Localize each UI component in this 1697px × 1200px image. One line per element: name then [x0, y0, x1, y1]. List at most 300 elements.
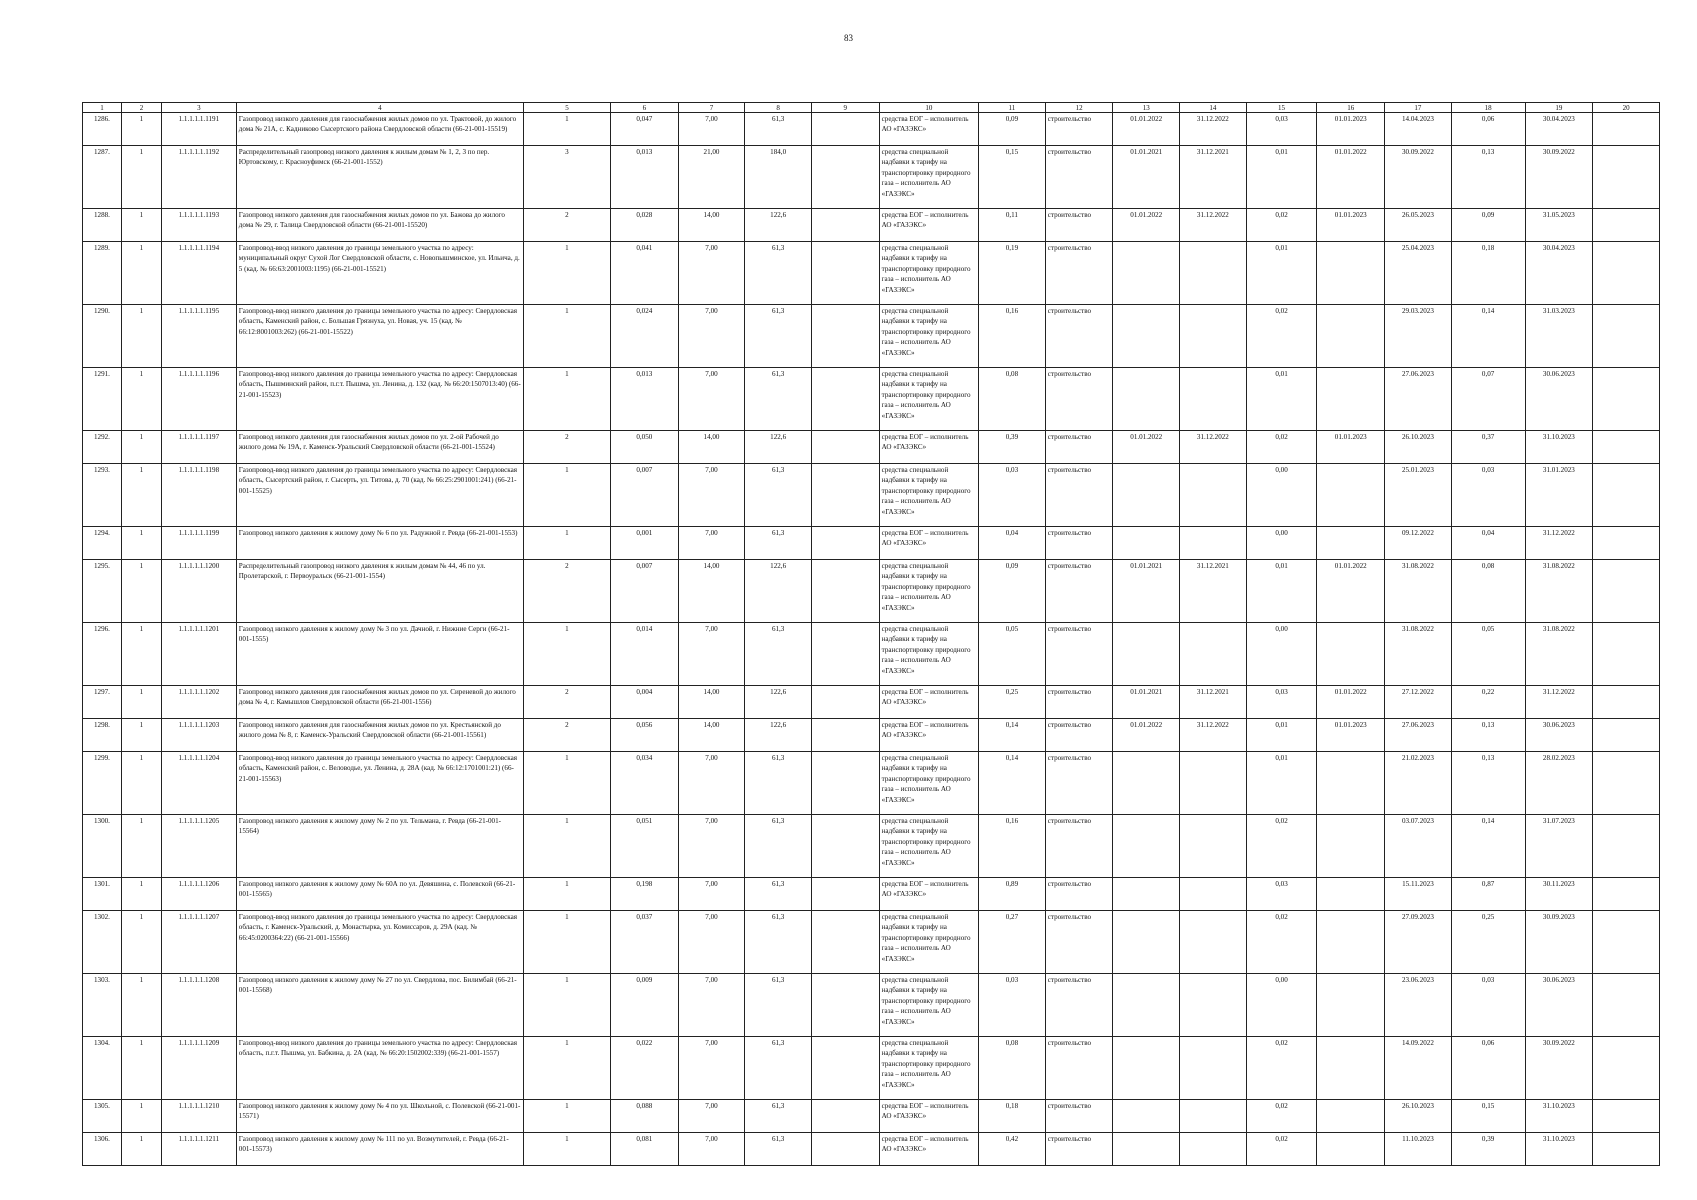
table-row [83, 878, 1660, 911]
col-19-date: 31.01.2023 [1525, 464, 1593, 527]
col-16-date [1317, 1100, 1385, 1133]
col-19-date: 30.09.2022 [1525, 146, 1593, 209]
col-19-date: 31.12.2022 [1525, 527, 1593, 560]
work-type: строительство [1045, 911, 1113, 974]
object-code: 1.1.1.1.1.1206 [161, 878, 236, 911]
row-number: 1296. [83, 623, 122, 686]
col-9-value [811, 527, 879, 560]
table-row [83, 242, 1660, 305]
funding-source: средства специальной надбавки к тарифу на транспортировку природного газа – исполнитель АО «ГАЗЭКС» [879, 305, 978, 368]
end-date [1180, 752, 1247, 815]
object-name: Газопровод-ввод низкого давления до границы земельного участка по адресу: Свердловская область, Пышминский район, п.г.т. Пышма, ул. Ленина, д. 132 (кад. № 66:20:1507013:40) (66-21-001-15523) [236, 368, 523, 431]
col-7-value: 14,00 [678, 431, 745, 464]
table-row [83, 1133, 1660, 1166]
end-date [1180, 527, 1247, 560]
col-11-value: 0,25 [979, 686, 1046, 719]
col-20-value [1593, 686, 1660, 719]
col-5-value: 2 [523, 431, 610, 464]
col-9-value [811, 752, 879, 815]
end-date: 31.12.2022 [1180, 719, 1247, 752]
col-17-date: 26.10.2023 [1385, 431, 1452, 464]
work-type: строительство [1045, 1037, 1113, 1100]
funding-source: средства ЕОГ – исполнитель АО «ГАЗЭКС» [879, 209, 978, 242]
object-code: 1.1.1.1.1.1196 [161, 368, 236, 431]
col-header: 6 [611, 103, 679, 113]
col-15-value: 0,03 [1246, 878, 1317, 911]
object-code: 1.1.1.1.1.1203 [161, 719, 236, 752]
col-2-value: 1 [121, 113, 161, 146]
col-9-value [811, 878, 879, 911]
end-date [1180, 623, 1247, 686]
work-type: строительство [1045, 815, 1113, 878]
col-8-value: 61,3 [745, 464, 812, 527]
col-19-date: 30.06.2023 [1525, 974, 1593, 1037]
funding-source: средства ЕОГ – исполнитель АО «ГАЗЭКС» [879, 113, 978, 146]
col-17-date: 09.12.2022 [1385, 527, 1452, 560]
col-16-date [1317, 752, 1385, 815]
col-7-value: 7,00 [678, 305, 745, 368]
col-6-value: 0,081 [611, 1133, 679, 1166]
col-2-value: 1 [121, 242, 161, 305]
start-date: 01.01.2022 [1113, 113, 1180, 146]
col-15-value: 0,01 [1246, 242, 1317, 305]
row-number: 1289. [83, 242, 122, 305]
object-code: 1.1.1.1.1.1192 [161, 146, 236, 209]
col-2-value: 1 [121, 527, 161, 560]
col-17-date: 15.11.2023 [1385, 878, 1452, 911]
table-row [83, 113, 1660, 146]
work-type: строительство [1045, 1133, 1113, 1166]
col-9-value [811, 1133, 879, 1166]
start-date [1113, 305, 1180, 368]
col-9-value [811, 719, 879, 752]
col-header: 1 [83, 103, 122, 113]
col-15-value: 0,01 [1246, 560, 1317, 623]
col-header: 3 [161, 103, 236, 113]
row-number: 1306. [83, 1133, 122, 1166]
object-code: 1.1.1.1.1.1211 [161, 1133, 236, 1166]
col-2-value: 1 [121, 974, 161, 1037]
col-11-value: 0,18 [979, 1100, 1046, 1133]
col-8-value: 61,3 [745, 305, 812, 368]
end-date [1180, 368, 1247, 431]
col-19-date: 31.05.2023 [1525, 209, 1593, 242]
col-18-value: 0,05 [1451, 623, 1525, 686]
col-7-value: 7,00 [678, 815, 745, 878]
funding-source: средства ЕОГ – исполнитель АО «ГАЗЭКС» [879, 1133, 978, 1166]
col-11-value: 0,05 [979, 623, 1046, 686]
object-name: Газопровод-ввод низкого давления до границы земельного участка по адресу: Свердловская область, Каменский район, с. Beловодье, ул. Ленина, д. 28А (кад. № 66:12:1701001:21) (66-21-001-15563) [236, 752, 523, 815]
col-6-value: 0,001 [611, 527, 679, 560]
table-row [83, 974, 1660, 1037]
col-11-value: 0,03 [979, 464, 1046, 527]
row-number: 1301. [83, 878, 122, 911]
col-5-value: 1 [523, 1133, 610, 1166]
col-7-value: 7,00 [678, 878, 745, 911]
work-type: строительство [1045, 974, 1113, 1037]
col-header: 15 [1246, 103, 1317, 113]
col-15-value: 0,01 [1246, 719, 1317, 752]
col-18-value: 0,03 [1451, 464, 1525, 527]
col-16-date: 01.01.2022 [1317, 146, 1385, 209]
work-type: строительство [1045, 368, 1113, 431]
col-18-value: 0,08 [1451, 560, 1525, 623]
col-9-value [811, 560, 879, 623]
col-header: 14 [1180, 103, 1247, 113]
col-6-value: 0,034 [611, 752, 679, 815]
funding-source: средства специальной надбавки к тарифу на транспортировку природного газа – исполнитель АО «ГАЗЭКС» [879, 974, 978, 1037]
col-2-value: 1 [121, 209, 161, 242]
col-15-value: 0,00 [1246, 623, 1317, 686]
funding-source: средства специальной надбавки к тарифу на транспортировку природного газа – исполнитель АО «ГАЗЭКС» [879, 242, 978, 305]
col-20-value [1593, 911, 1660, 974]
funding-source: средства специальной надбавки к тарифу на транспортировку природного газа – исполнитель АО «ГАЗЭКС» [879, 146, 978, 209]
col-6-value: 0,037 [611, 911, 679, 974]
col-15-value: 0,01 [1246, 752, 1317, 815]
col-11-value: 0,03 [979, 974, 1046, 1037]
col-11-value: 0,14 [979, 752, 1046, 815]
col-16-date [1317, 527, 1385, 560]
col-11-value: 0,16 [979, 305, 1046, 368]
col-7-value: 7,00 [678, 1133, 745, 1166]
start-date [1113, 974, 1180, 1037]
col-header: 10 [879, 103, 978, 113]
col-15-value: 0,02 [1246, 1037, 1317, 1100]
col-header: 16 [1317, 103, 1385, 113]
col-16-date [1317, 911, 1385, 974]
col-11-value: 0,11 [979, 209, 1046, 242]
object-name: Газопровод низкого давления для газоснабжения жилых домов по ул. Трактовой, до жилого дома № 21А, с. Кадниково Сысертского района Свердловской области (66-21-001-15519) [236, 113, 523, 146]
col-15-value: 0,02 [1246, 1133, 1317, 1166]
end-date [1180, 305, 1247, 368]
col-header: 19 [1525, 103, 1593, 113]
col-header: 12 [1045, 103, 1113, 113]
col-19-date: 31.08.2022 [1525, 623, 1593, 686]
object-code: 1.1.1.1.1.1204 [161, 752, 236, 815]
row-number: 1288. [83, 209, 122, 242]
start-date [1113, 1037, 1180, 1100]
object-name: Газопровод низкого давления для газоснабжения жилых домов по ул. Сиреневой до жилого дома № 4, г. Камышлов Свердловской области (66-21-001-1556) [236, 686, 523, 719]
col-20-value [1593, 113, 1660, 146]
col-15-value: 0,02 [1246, 209, 1317, 242]
col-18-value: 0,39 [1451, 1133, 1525, 1166]
col-7-value: 14,00 [678, 560, 745, 623]
col-18-value: 0,13 [1451, 146, 1525, 209]
col-8-value: 61,3 [745, 368, 812, 431]
col-6-value: 0,009 [611, 974, 679, 1037]
object-name: Газопровод низкого давления к жилому дому № 27 по ул. Свердлова, пос. Билимбай (66-21-001-15568) [236, 974, 523, 1037]
col-15-value: 0,02 [1246, 305, 1317, 368]
start-date [1113, 527, 1180, 560]
col-11-value: 0,09 [979, 560, 1046, 623]
col-18-value: 0,13 [1451, 719, 1525, 752]
end-date: 31.12.2022 [1180, 209, 1247, 242]
col-15-value: 0,02 [1246, 1100, 1317, 1133]
object-code: 1.1.1.1.1.1201 [161, 623, 236, 686]
col-20-value [1593, 623, 1660, 686]
start-date: 01.01.2022 [1113, 719, 1180, 752]
table-row [83, 686, 1660, 719]
col-17-date: 03.07.2023 [1385, 815, 1452, 878]
col-9-value [811, 815, 879, 878]
col-20-value [1593, 368, 1660, 431]
end-date [1180, 911, 1247, 974]
end-date [1180, 815, 1247, 878]
col-19-date: 31.03.2023 [1525, 305, 1593, 368]
work-type: строительство [1045, 686, 1113, 719]
col-18-value: 0,06 [1451, 113, 1525, 146]
col-16-date [1317, 878, 1385, 911]
col-18-value: 0,04 [1451, 527, 1525, 560]
work-type: строительство [1045, 878, 1113, 911]
col-20-value [1593, 527, 1660, 560]
table-row [83, 560, 1660, 623]
row-number: 1292. [83, 431, 122, 464]
table-row [83, 146, 1660, 209]
col-9-value [811, 623, 879, 686]
col-header: 17 [1385, 103, 1452, 113]
col-20-value [1593, 242, 1660, 305]
col-15-value: 0,02 [1246, 911, 1317, 974]
col-5-value: 2 [523, 719, 610, 752]
funding-source: средства ЕОГ – исполнитель АО «ГАЗЭКС» [879, 719, 978, 752]
row-number: 1295. [83, 560, 122, 623]
table-row [83, 368, 1660, 431]
row-number: 1297. [83, 686, 122, 719]
start-date [1113, 368, 1180, 431]
col-7-value: 14,00 [678, 209, 745, 242]
col-8-value: 61,3 [745, 1100, 812, 1133]
end-date [1180, 1037, 1247, 1100]
col-5-value: 2 [523, 686, 610, 719]
col-7-value: 7,00 [678, 368, 745, 431]
col-2-value: 1 [121, 1037, 161, 1100]
col-19-date: 30.09.2023 [1525, 911, 1593, 974]
col-9-value [811, 686, 879, 719]
table-row [83, 527, 1660, 560]
col-2-value: 1 [121, 464, 161, 527]
col-7-value: 7,00 [678, 527, 745, 560]
col-6-value: 0,013 [611, 368, 679, 431]
object-code: 1.1.1.1.1.1199 [161, 527, 236, 560]
column-number-row [83, 103, 1660, 113]
end-date [1180, 464, 1247, 527]
col-17-date: 27.06.2023 [1385, 368, 1452, 431]
funding-source: средства ЕОГ – исполнитель АО «ГАЗЭКС» [879, 686, 978, 719]
col-6-value: 0,041 [611, 242, 679, 305]
col-8-value: 184,0 [745, 146, 812, 209]
col-16-date: 01.01.2023 [1317, 209, 1385, 242]
work-type: строительство [1045, 527, 1113, 560]
col-11-value: 0,15 [979, 146, 1046, 209]
col-11-value: 0,27 [979, 911, 1046, 974]
object-code: 1.1.1.1.1.1205 [161, 815, 236, 878]
col-6-value: 0,013 [611, 146, 679, 209]
col-2-value: 1 [121, 752, 161, 815]
col-16-date: 01.01.2022 [1317, 686, 1385, 719]
col-header: 11 [979, 103, 1046, 113]
col-6-value: 0,056 [611, 719, 679, 752]
col-11-value: 0,08 [979, 368, 1046, 431]
col-2-value: 1 [121, 623, 161, 686]
col-19-date: 31.10.2023 [1525, 431, 1593, 464]
row-number: 1290. [83, 305, 122, 368]
col-18-value: 0,22 [1451, 686, 1525, 719]
col-19-date: 31.08.2022 [1525, 560, 1593, 623]
col-2-value: 1 [121, 815, 161, 878]
col-5-value: 1 [523, 305, 610, 368]
col-15-value: 0,02 [1246, 815, 1317, 878]
start-date [1113, 1100, 1180, 1133]
col-19-date: 30.09.2022 [1525, 1037, 1593, 1100]
col-18-value: 0,14 [1451, 305, 1525, 368]
col-9-value [811, 368, 879, 431]
table-row [83, 815, 1660, 878]
object-name: Газопровод низкого давления к жилому дому № 111 по ул. Возмутителей, г. Ревда (66-21-001-15573) [236, 1133, 523, 1166]
col-9-value [811, 305, 879, 368]
col-2-value: 1 [121, 305, 161, 368]
col-9-value [811, 146, 879, 209]
col-6-value: 0,198 [611, 878, 679, 911]
work-type: строительство [1045, 560, 1113, 623]
col-5-value: 1 [523, 464, 610, 527]
end-date: 31.12.2022 [1180, 431, 1247, 464]
row-number: 1299. [83, 752, 122, 815]
col-5-value: 1 [523, 878, 610, 911]
col-15-value: 0,00 [1246, 527, 1317, 560]
funding-source: средства специальной надбавки к тарифу на транспортировку природного газа – исполнитель АО «ГАЗЭКС» [879, 911, 978, 974]
col-19-date: 30.04.2023 [1525, 113, 1593, 146]
col-17-date: 14.04.2023 [1385, 113, 1452, 146]
start-date: 01.01.2021 [1113, 146, 1180, 209]
col-header: 13 [1113, 103, 1180, 113]
col-18-value: 0,09 [1451, 209, 1525, 242]
object-code: 1.1.1.1.1.1194 [161, 242, 236, 305]
col-16-date [1317, 1133, 1385, 1166]
col-18-value: 0,15 [1451, 1100, 1525, 1133]
funding-source: средства специальной надбавки к тарифу на транспортировку природного газа – исполнитель АО «ГАЗЭКС» [879, 1037, 978, 1100]
work-type: строительство [1045, 431, 1113, 464]
col-20-value [1593, 974, 1660, 1037]
start-date: 01.01.2022 [1113, 209, 1180, 242]
col-15-value: 0,03 [1246, 113, 1317, 146]
funding-source: средства ЕОГ – исполнитель АО «ГАЗЭКС» [879, 527, 978, 560]
col-11-value: 0,19 [979, 242, 1046, 305]
col-8-value: 122,6 [745, 209, 812, 242]
object-code: 1.1.1.1.1.1191 [161, 113, 236, 146]
col-7-value: 7,00 [678, 623, 745, 686]
col-16-date [1317, 242, 1385, 305]
table-row [83, 752, 1660, 815]
col-18-value: 0,87 [1451, 878, 1525, 911]
col-16-date [1317, 974, 1385, 1037]
object-name: Газопровод низкого давления к жилому дому № 3 по ул. Дачной, г. Нижние Серги (66-21-001-1555) [236, 623, 523, 686]
col-header: 5 [523, 103, 610, 113]
col-7-value: 7,00 [678, 752, 745, 815]
col-18-value: 0,14 [1451, 815, 1525, 878]
col-8-value: 61,3 [745, 911, 812, 974]
start-date: 01.01.2021 [1113, 560, 1180, 623]
col-20-value [1593, 209, 1660, 242]
col-8-value: 61,3 [745, 752, 812, 815]
col-2-value: 1 [121, 1100, 161, 1133]
col-6-value: 0,051 [611, 815, 679, 878]
col-2-value: 1 [121, 146, 161, 209]
col-20-value [1593, 1037, 1660, 1100]
col-9-value [811, 242, 879, 305]
row-number: 1293. [83, 464, 122, 527]
funding-source: средства специальной надбавки к тарифу на транспортировку природного газа – исполнитель АО «ГАЗЭКС» [879, 623, 978, 686]
col-8-value: 61,3 [745, 242, 812, 305]
table-row [83, 1037, 1660, 1100]
col-17-date: 21.02.2023 [1385, 752, 1452, 815]
col-5-value: 1 [523, 527, 610, 560]
col-20-value [1593, 1133, 1660, 1166]
col-7-value: 7,00 [678, 911, 745, 974]
end-date: 31.12.2021 [1180, 146, 1247, 209]
col-19-date: 31.12.2022 [1525, 686, 1593, 719]
col-19-date: 30.11.2023 [1525, 878, 1593, 911]
col-7-value: 7,00 [678, 464, 745, 527]
table-row [83, 911, 1660, 974]
col-6-value: 0,022 [611, 1037, 679, 1100]
col-7-value: 7,00 [678, 1037, 745, 1100]
object-code: 1.1.1.1.1.1208 [161, 974, 236, 1037]
start-date: 01.01.2021 [1113, 686, 1180, 719]
col-16-date: 01.01.2023 [1317, 113, 1385, 146]
col-20-value [1593, 815, 1660, 878]
table-row [83, 305, 1660, 368]
col-6-value: 0,028 [611, 209, 679, 242]
col-9-value [811, 464, 879, 527]
col-11-value: 0,39 [979, 431, 1046, 464]
col-15-value: 0,01 [1246, 368, 1317, 431]
row-number: 1304. [83, 1037, 122, 1100]
col-9-value [811, 431, 879, 464]
col-20-value [1593, 719, 1660, 752]
col-5-value: 1 [523, 911, 610, 974]
col-15-value: 0,02 [1246, 431, 1317, 464]
col-7-value: 7,00 [678, 113, 745, 146]
col-17-date: 27.09.2023 [1385, 911, 1452, 974]
col-17-date: 25.04.2023 [1385, 242, 1452, 305]
col-7-value: 7,00 [678, 1100, 745, 1133]
col-16-date [1317, 464, 1385, 527]
table-row [83, 431, 1660, 464]
col-8-value: 61,3 [745, 974, 812, 1037]
work-type: строительство [1045, 146, 1113, 209]
row-number: 1305. [83, 1100, 122, 1133]
col-8-value: 61,3 [745, 623, 812, 686]
object-code: 1.1.1.1.1.1200 [161, 560, 236, 623]
col-19-date: 30.06.2023 [1525, 719, 1593, 752]
col-2-value: 1 [121, 686, 161, 719]
col-2-value: 1 [121, 368, 161, 431]
object-name: Газопровод низкого давления для газоснабжения жилых домов по ул. Бажова до жилого дома № 29, г. Талица Свердловской области (66-21-001-15520) [236, 209, 523, 242]
table-row [83, 1100, 1660, 1133]
col-5-value: 1 [523, 1037, 610, 1100]
col-5-value: 1 [523, 113, 610, 146]
object-name: Газопровод низкого давления для газоснабжения жилых домов по ул. Крестьянской до жилого дома № 8, г. Каменск-Уральский Свердловской области (66-21-001-15561) [236, 719, 523, 752]
funding-source: средства ЕОГ – исполнитель АО «ГАЗЭКС» [879, 878, 978, 911]
object-name: Газопровод низкого давления к жилому дому № 2 по ул. Тельмана, г. Ревда (66-21-001-15564) [236, 815, 523, 878]
col-header: 7 [678, 103, 745, 113]
funding-source: средства ЕОГ – исполнитель АО «ГАЗЭКС» [879, 1100, 978, 1133]
start-date: 01.01.2022 [1113, 431, 1180, 464]
object-code: 1.1.1.1.1.1202 [161, 686, 236, 719]
work-type: строительство [1045, 623, 1113, 686]
col-15-value: 0,00 [1246, 464, 1317, 527]
